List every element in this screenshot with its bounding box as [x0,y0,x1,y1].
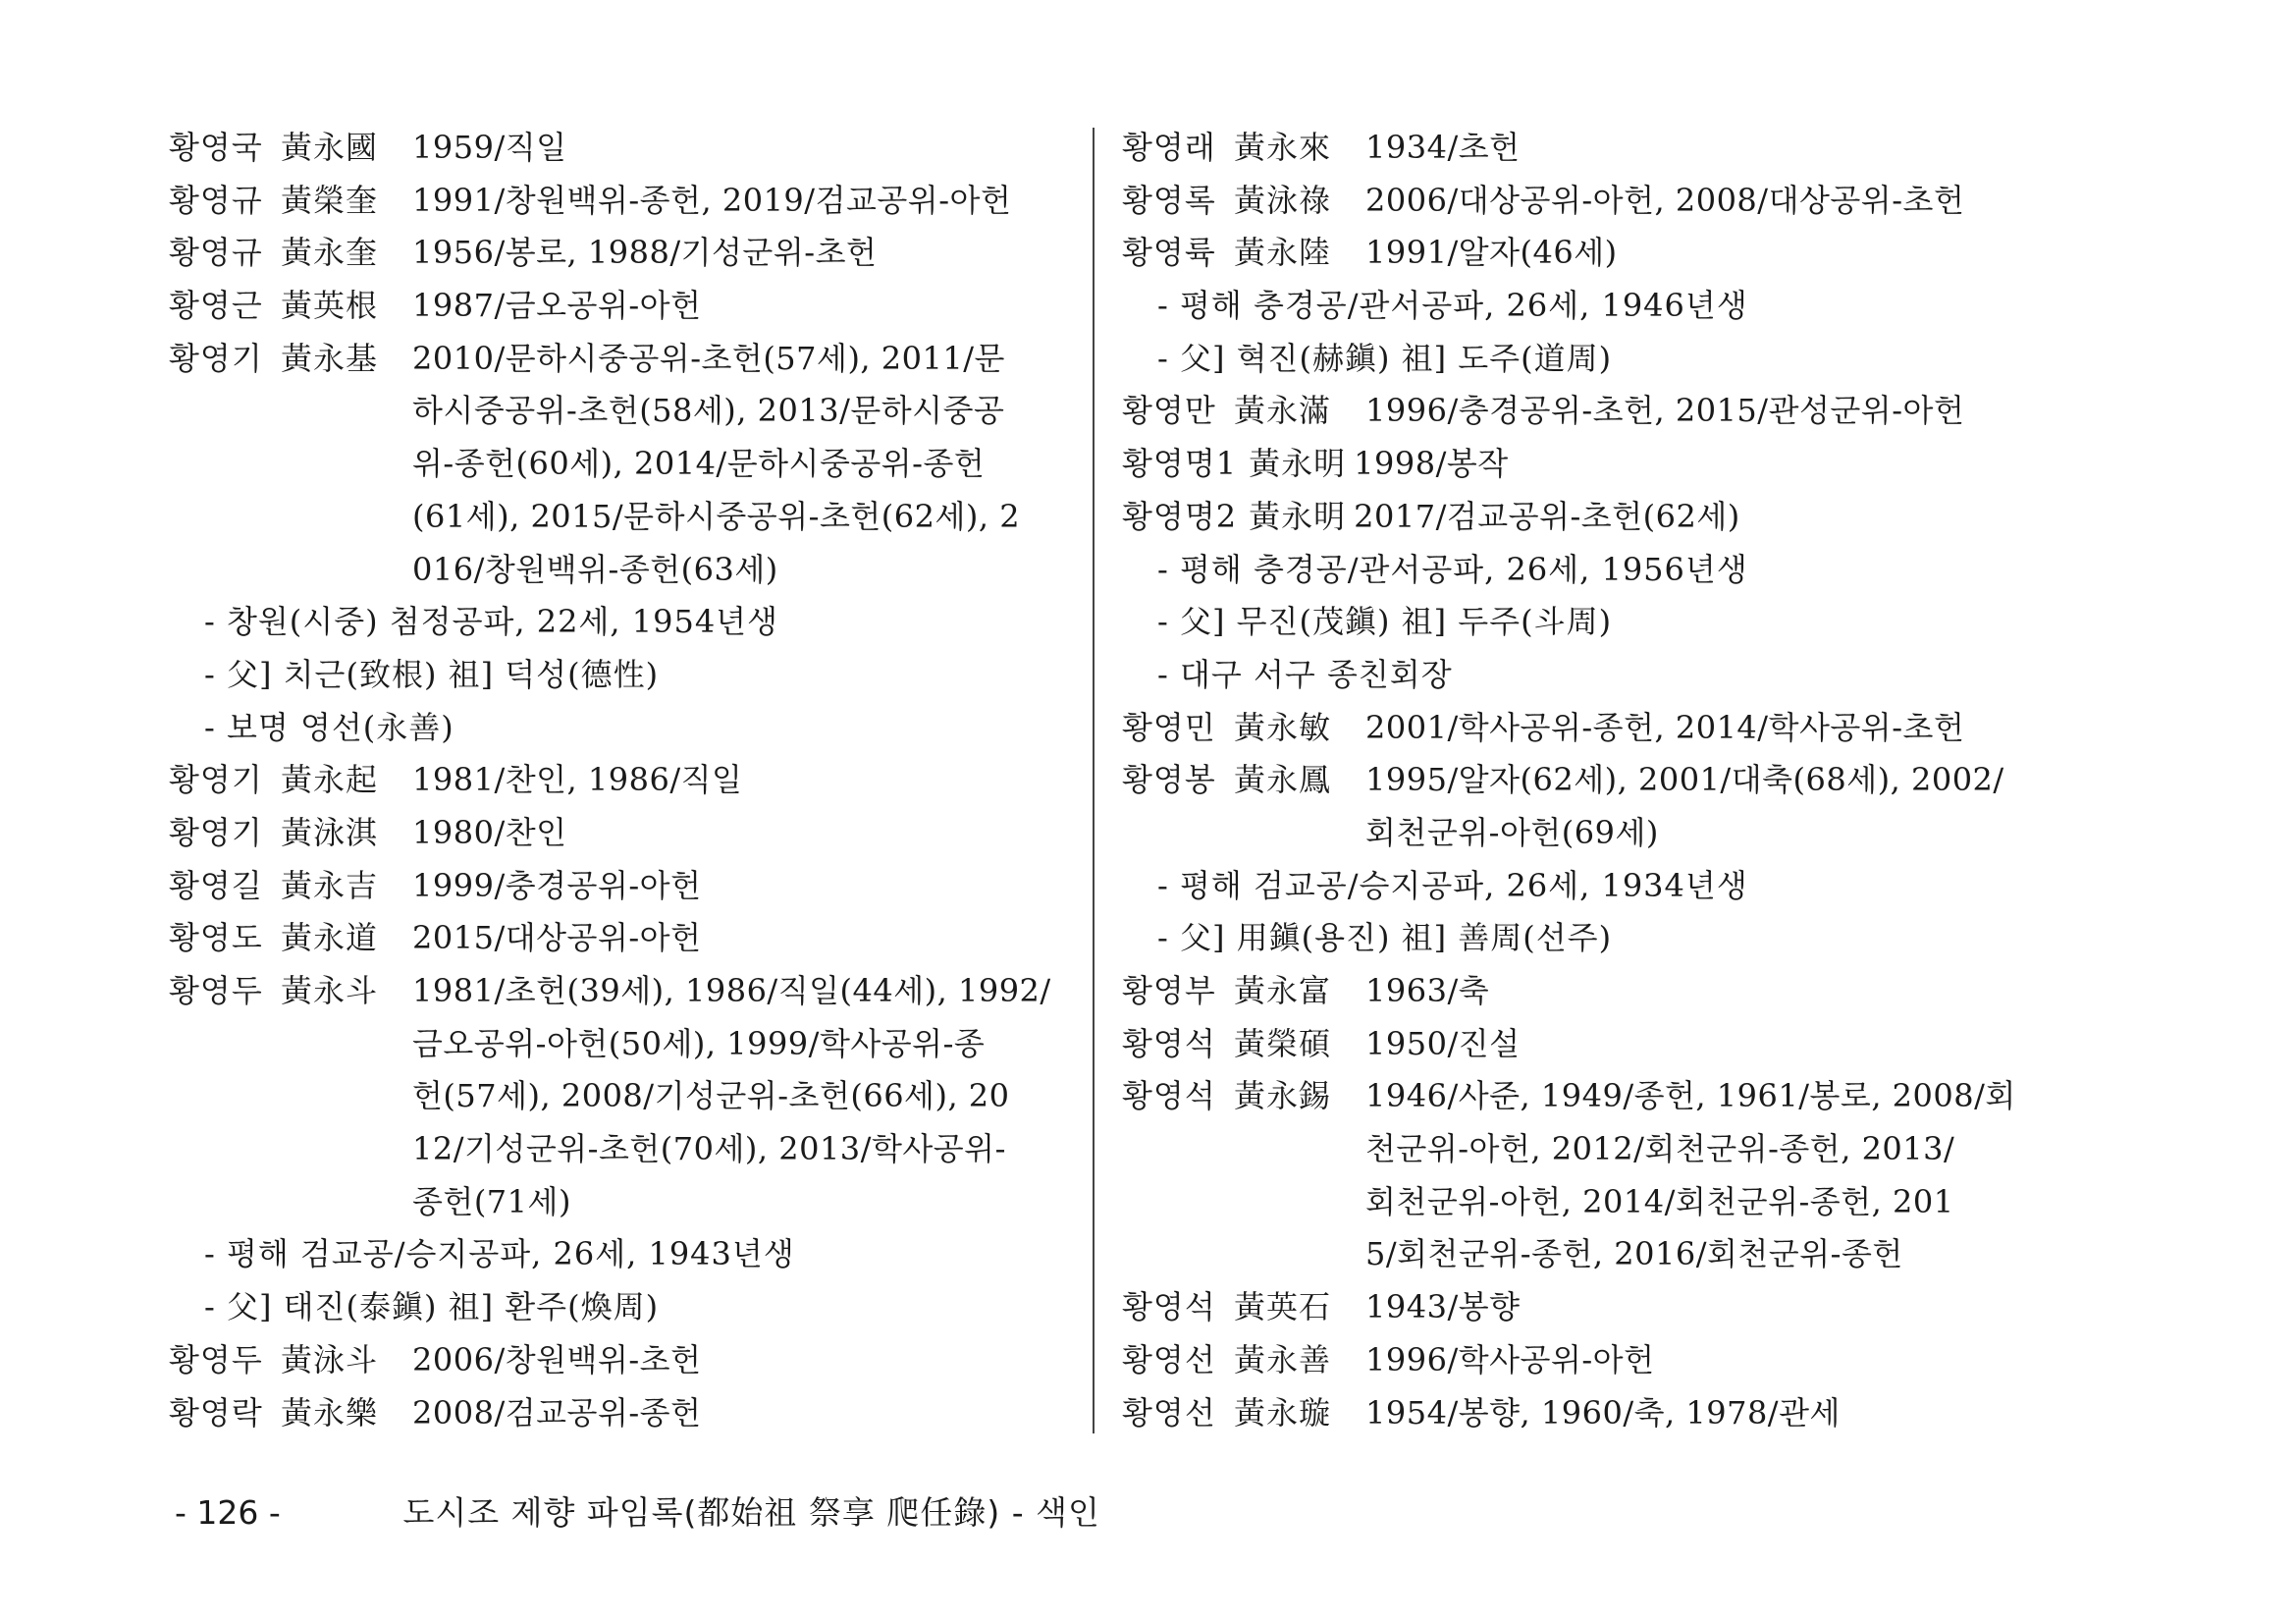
entry-name: 황영석 [1122,1077,1216,1115]
entry-records: 1981/찬인, 1986/직일 [412,761,743,799]
index-entry [169,333,1072,386]
index-entry [169,860,1072,913]
right-column [1122,122,2025,1439]
entry-records: 1991/창원백위-종헌, 2019/검교공위-아헌 [412,181,1012,219]
entry-records: 1954/봉향, 1960/축, 1978/관세 [1365,1393,1841,1432]
index-entry [1122,1334,2025,1387]
index-entry [1122,1070,2025,1123]
entry-records: 1991/알자(46세) [1365,234,1618,272]
index-entry [169,912,1072,965]
entry-name: 황영규 [169,181,263,219]
entry-note: - 대구 서구 종친회장 [1157,655,1453,693]
entry-name: 황영기 [169,761,263,799]
entry-hanja: 黃永明 [1249,445,1347,483]
entry-records: 1998/봉작 [1354,445,1509,483]
entry-hanja: 黃泳淇 [281,813,379,851]
entry-continuation: 종헌(71세) [412,1182,571,1220]
index-entry [1122,438,2025,491]
index-entry [169,965,1072,1018]
index-entry [1122,965,2025,1018]
book-title: 도시조 제향 파임록(都始祖 祭享 爬任錄) - 색인 [402,1493,1100,1532]
entry-name: 황영국 [169,129,263,166]
index-entry [169,1334,1072,1387]
entry-records: 2015/대상공위-아헌 [412,919,702,957]
entry-name: 황영두 [169,972,263,1009]
entry-name: 황영도 [169,919,263,957]
index-entry [169,227,1072,280]
entry-note: - 평해 검교공/승지공파, 26세, 1934년생 [1157,866,1748,904]
index-entry [169,280,1072,333]
entry-note: - 父] 태진(泰鎭) 祖] 환주(煥周) [204,1288,660,1326]
entry-hanja: 黃永起 [281,761,379,799]
entry-name: 황영기 [169,813,263,851]
entry-continuation: 12/기성군위-초헌(70세), 2013/학사공위- [412,1130,1006,1168]
entry-records: 2008/검교공위-종헌 [412,1393,702,1432]
entry-hanja: 黃永陸 [1234,234,1332,272]
entry-continuation: 금오공위-아헌(50세), 1999/학사공위-종 [412,1024,986,1062]
index-entry [1122,227,2025,280]
entry-records: 1981/초헌(39세), 1986/직일(44세), 1992/ [412,972,1051,1009]
entry-name: 황영명1 [1122,445,1238,483]
entry-hanja: 黃永鳳 [1234,761,1332,799]
entry-records: 1996/학사공위-아헌 [1365,1340,1655,1378]
entry-hanja: 黃永來 [1234,129,1332,166]
entry-note: - 父] 用鎭(용진) 祖] 善周(선주) [1157,919,1613,957]
entry-name: 황영석 [1122,1288,1216,1326]
index-entry [169,122,1072,175]
entry-hanja: 黃永斗 [281,972,379,1009]
entry-note: - 父] 혁진(赫鎭) 祖] 도주(道周) [1157,339,1613,377]
index-entry [1122,1018,2025,1071]
entry-name: 황영부 [1122,972,1216,1009]
entry-hanja: 黃永璇 [1234,1393,1332,1432]
entry-name: 황영두 [169,1340,263,1378]
entry-records: 1950/진설 [1365,1024,1521,1062]
index-entry [1122,175,2025,228]
entry-records: 2017/검교공위-초헌(62세) [1354,497,1740,535]
entry-hanja: 黃永明 [1249,497,1347,535]
entry-name: 황영규 [169,234,263,272]
entry-continuation: 회천군위-아헌(69세) [1365,813,1659,851]
entry-name: 황영석 [1122,1024,1216,1062]
entry-records: 1943/봉향 [1365,1288,1521,1326]
entry-records: 1934/초헌 [1365,129,1521,166]
left-column [169,122,1072,1439]
entry-hanja: 黃永富 [1234,972,1332,1009]
entry-name: 황영근 [169,287,263,325]
entry-continuation: 위-종헌(60세), 2014/문하시중공위-종헌 [412,445,986,483]
entry-continuation: 헌(57세), 2008/기성군위-초헌(66세), 20 [412,1077,1010,1115]
entry-continuation: 5/회천군위-종헌, 2016/회천군위-종헌 [1365,1235,1903,1273]
entry-records: 2006/대상공위-아헌, 2008/대상공위-초헌 [1365,181,1965,219]
entry-name: 황영봉 [1122,761,1216,799]
index-entry [1122,1281,2025,1334]
index-entry [1122,122,2025,175]
index-entry [169,1387,1072,1440]
entry-records: 1956/봉로, 1988/기성군위-초헌 [412,234,878,272]
entry-records: 1996/충경공위-초헌, 2015/관성군위-아헌 [1365,392,1965,430]
entry-hanja: 黃永奎 [281,234,379,272]
entry-note: - 평해 검교공/승지공파, 26세, 1943년생 [204,1235,795,1273]
entry-records: 1987/금오공위-아헌 [412,287,702,325]
entry-hanja: 黃榮碩 [1234,1024,1332,1062]
column-divider [1093,128,1095,1433]
index-entry [1122,754,2025,807]
entry-note: - 창원(시중) 첨정공파, 22세, 1954년생 [204,603,779,641]
entry-continuation: (61세), 2015/문하시중공위-초헌(62세), 2 [412,497,1021,535]
entry-note: - 평해 충경공/관서공파, 26세, 1946년생 [1157,287,1748,325]
entry-name: 황영길 [169,866,263,904]
entry-records: 2006/창원백위-초헌 [412,1340,702,1378]
entry-name: 황영만 [1122,392,1216,430]
index-entry [169,175,1072,228]
entry-continuation: 회천군위-아헌, 2014/회천군위-종헌, 201 [1365,1182,1954,1220]
entry-hanja: 黃永善 [1234,1340,1332,1378]
entry-records: 1959/직일 [412,129,567,166]
entry-hanja: 黃泳祿 [1234,181,1332,219]
entry-name: 황영락 [169,1393,263,1432]
entry-name: 황영민 [1122,708,1216,746]
entry-hanja: 黃永基 [281,339,379,377]
entry-name: 황영명2 [1122,497,1238,535]
index-entry [1122,385,2025,438]
entry-records: 1963/축 [1365,972,1490,1009]
entry-hanja: 黃英根 [281,287,379,325]
entry-name: 황영기 [169,339,263,377]
page-footer [175,1487,1100,1534]
entry-records: 2001/학사공위-종헌, 2014/학사공위-초헌 [1365,708,1965,746]
entry-records: 1946/사준, 1949/종헌, 1961/봉로, 2008/회 [1365,1077,2016,1115]
entry-records: 1995/알자(62세), 2001/대축(68세), 2002/ [1365,761,2004,799]
entry-note: - 평해 충경공/관서공파, 26세, 1956년생 [1157,550,1748,588]
entry-name: 황영록 [1122,181,1216,219]
entry-continuation: 하시중공위-초헌(58세), 2013/문하시중공 [412,392,1005,430]
entry-hanja: 黃永敏 [1234,708,1332,746]
entry-hanja: 黃泳斗 [281,1340,379,1378]
entry-records: 2010/문하시중공위-초헌(57세), 2011/문 [412,339,1005,377]
entry-name: 황영륙 [1122,234,1216,272]
index-entry [1122,702,2025,755]
entry-hanja: 黃永吉 [281,866,379,904]
entry-hanja: 黃榮奎 [281,181,379,219]
entry-note: - 父] 치근(致根) 祖] 덕성(德性) [204,655,660,693]
entry-records: 1980/찬인 [412,813,567,851]
entry-note: - 보명 영선(永善) [204,708,454,746]
entry-name: 황영선 [1122,1393,1216,1432]
entry-name: 황영선 [1122,1340,1216,1378]
entry-name: 황영래 [1122,129,1216,166]
index-entry [1122,1387,2025,1440]
index-entry [169,807,1072,860]
entry-hanja: 黃永滿 [1234,392,1332,430]
entry-hanja: 黃永道 [281,919,379,957]
entry-hanja: 黃英石 [1234,1288,1332,1326]
entry-hanja: 黃永錫 [1234,1077,1332,1115]
entry-continuation: 016/창원백위-종헌(63세) [412,550,778,588]
entry-hanja: 黃永樂 [281,1393,379,1432]
entry-continuation: 천군위-아헌, 2012/회천군위-종헌, 2013/ [1365,1130,1955,1168]
entry-records: 1999/충경공위-아헌 [412,866,702,904]
entry-hanja: 黃永國 [281,129,379,166]
index-entry [169,754,1072,807]
index-entry [1122,491,2025,544]
entry-note: - 父] 무진(茂鎭) 祖] 두주(斗周) [1157,603,1613,641]
page-number: - 126 - [175,1493,281,1532]
